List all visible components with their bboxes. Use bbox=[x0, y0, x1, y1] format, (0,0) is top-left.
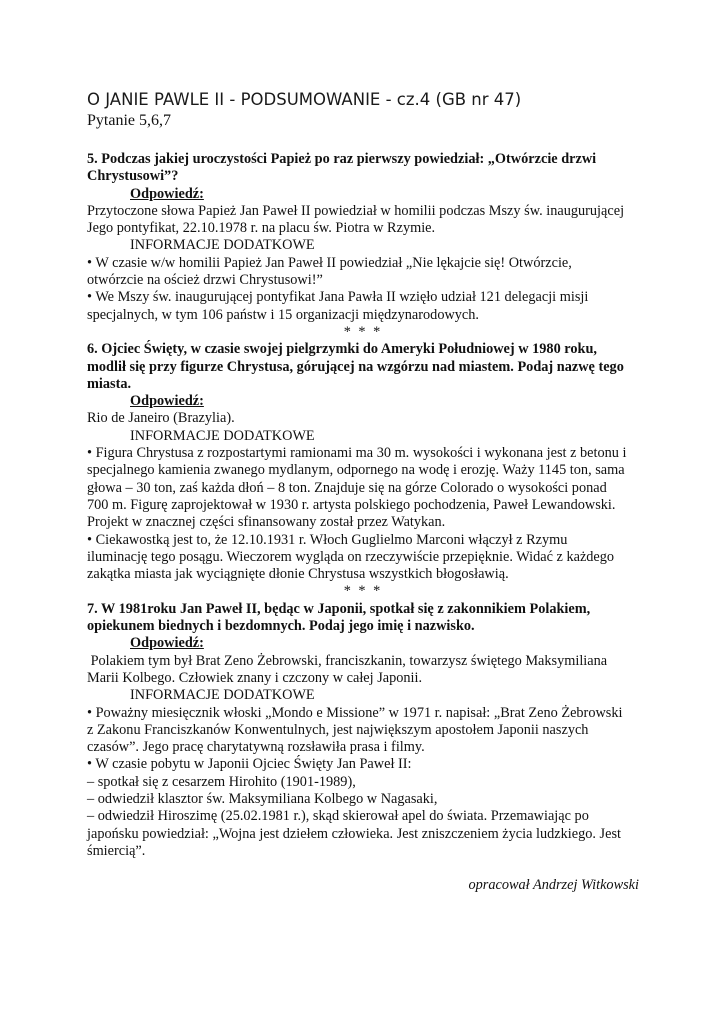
info-label: INFORMACJE DODATKOWE bbox=[130, 427, 315, 444]
info-label: INFORMACJE DODATKOWE bbox=[130, 687, 315, 704]
question-text: 5. Podczas jakiej uroczystości Papież po raz pierwszy powiedział: „Otwórzcie drzwi bbox=[87, 151, 597, 167]
question-section bbox=[87, 601, 639, 860]
info-text: zakątka miasta jak wyciągnięte dłonie Chrystusa wszystkich błogosławią. bbox=[87, 566, 509, 583]
answer-text: Jego pontyfikat, 22.10.1978 r. na placu św. Piotra w Rzymie. bbox=[87, 220, 436, 237]
info-label: INFORMACJE DODATKOWE bbox=[130, 237, 315, 254]
info-text: głowa – 30 ton, zaś każda dłoń – 8 ton. Znajduje się na górze Colorado o wysokości ponad bbox=[87, 479, 607, 496]
question-section bbox=[87, 341, 639, 600]
page-title: O JANIE PAWLE II - PODSUMOWANIE - cz.4 (GB nr 47) bbox=[87, 90, 522, 109]
info-text: • Poważny miesięcznik włoski „Mondo e Missione” w 1971 r. napisał: „Brat Zeno Żebrowski bbox=[87, 704, 623, 721]
answer-text: Przytoczone słowa Papież Jan Paweł II powiedział w homilii podczas Mszy św. inaugurującej bbox=[87, 202, 625, 219]
answer-text: Rio de Janeiro (Brazylia). bbox=[87, 410, 235, 427]
info-text: • W czasie pobytu w Japonii Ojciec Święty Jan Paweł II: bbox=[87, 756, 412, 773]
info-text: otwórzcie na oścież drzwi Chrystusowi!” bbox=[87, 272, 323, 289]
question-text: opiekunem biednych i bezdomnych. Podaj jego imię i nazwisko. bbox=[87, 618, 475, 635]
info-text: • Ciekawostką jest to, że 12.10.1931 r. Włoch Guglielmo Marconi włączył z Rzymu bbox=[87, 531, 568, 548]
answer-text: Marii Kolbego. Człowiek znany i czczony w całej Japonii. bbox=[87, 669, 423, 686]
info-text: – odwiedził Hiroszimę (25.02.1981 r.), skąd skierował apel do świata. Przemawiając po bbox=[87, 808, 589, 825]
info-text: • Figura Chrystusa z rozpostartymi ramionami ma 30 m. wysokości i wykonana jest z betonu i bbox=[87, 445, 627, 462]
question-text: miasta. bbox=[87, 375, 132, 392]
info-text: śmiercią”. bbox=[87, 842, 146, 859]
info-text: Projekt w znacznej części sfinansowany został przez Watykan. bbox=[87, 514, 446, 531]
question-sections bbox=[87, 151, 639, 860]
info-text: czasów”. Jego pracę charytatywną rozsławiła prasa i filmy. bbox=[87, 739, 425, 756]
answer-label: Odpowiedź: bbox=[130, 185, 204, 202]
question-text: 6. Ojciec Święty, w czasie swojej pielgrzymki do Ameryki Południowej w 1980 roku, bbox=[87, 341, 598, 358]
question-text: modlił się przy figurze Chrystusa, górującej na wzgórzu nad miastem. Podaj nazwę tego bbox=[87, 358, 624, 375]
info-text: • We Mszy św. inaugurującej pontyfikat Jana Pawła II wzięło udział 121 delegacji misji bbox=[87, 289, 589, 306]
page-subtitle: Pytanie 5,6,7 bbox=[87, 112, 171, 129]
question-section bbox=[87, 151, 639, 341]
info-text: japońsku powiedział: „Wojna jest dziełem człowieka. Jest zniszczeniem życia ludzkiego. Jest bbox=[87, 825, 621, 842]
info-text: z Zakonu Franciszkanów Konwentulnych, jest największym apostołem Japonii naszych bbox=[87, 721, 589, 738]
answer-label: Odpowiedź: bbox=[130, 635, 204, 652]
question-text: Chrystusowi”? bbox=[87, 168, 179, 185]
info-text: iluminację tego posągu. Wieczorem wygląda on rzeczywiście przepięknie. Widać z każdego bbox=[87, 548, 615, 565]
info-text: • W czasie w/w homilii Papież Jan Paweł II powiedział „Nie lękajcie się! Otwórzcie, bbox=[87, 254, 572, 271]
document-page bbox=[87, 90, 639, 894]
info-text: specjalnych, w tym 106 państw i 15 organizacji międzynarodowych. bbox=[87, 306, 480, 323]
info-text: specjalnego kamienia zwanego mydlanym, odpornego na wodę i erozję. Waży 1145 ton, sama bbox=[87, 462, 625, 479]
spacer bbox=[87, 131, 639, 151]
question-text: 7. W 1981roku Jan Paweł II, będąc w Japonii, spotkał się z zakonnikiem Polakiem, bbox=[87, 600, 591, 617]
info-text: – odwiedził klasztor św. Maksymiliana Kolbego w Nagasaki, bbox=[87, 790, 438, 807]
info-text: 700 m. Figurę zaprojektował w 1930 r. artysta polskiego pochodzenia, Paweł Lewandowski. bbox=[87, 496, 616, 513]
answer-text: Polakiem tym był Brat Zeno Żebrowski, franciszkanin, towarzysz świętego Maksymiliana bbox=[87, 652, 608, 669]
answer-label: Odpowiedź: bbox=[130, 393, 204, 410]
section-separator: * * * bbox=[343, 323, 383, 340]
author-signature: opracował Andrzej Witkowski bbox=[468, 877, 639, 894]
info-text: – spotkał się z cesarzem Hirohito (1901-1989), bbox=[87, 773, 356, 790]
section-separator: * * * bbox=[343, 583, 383, 600]
